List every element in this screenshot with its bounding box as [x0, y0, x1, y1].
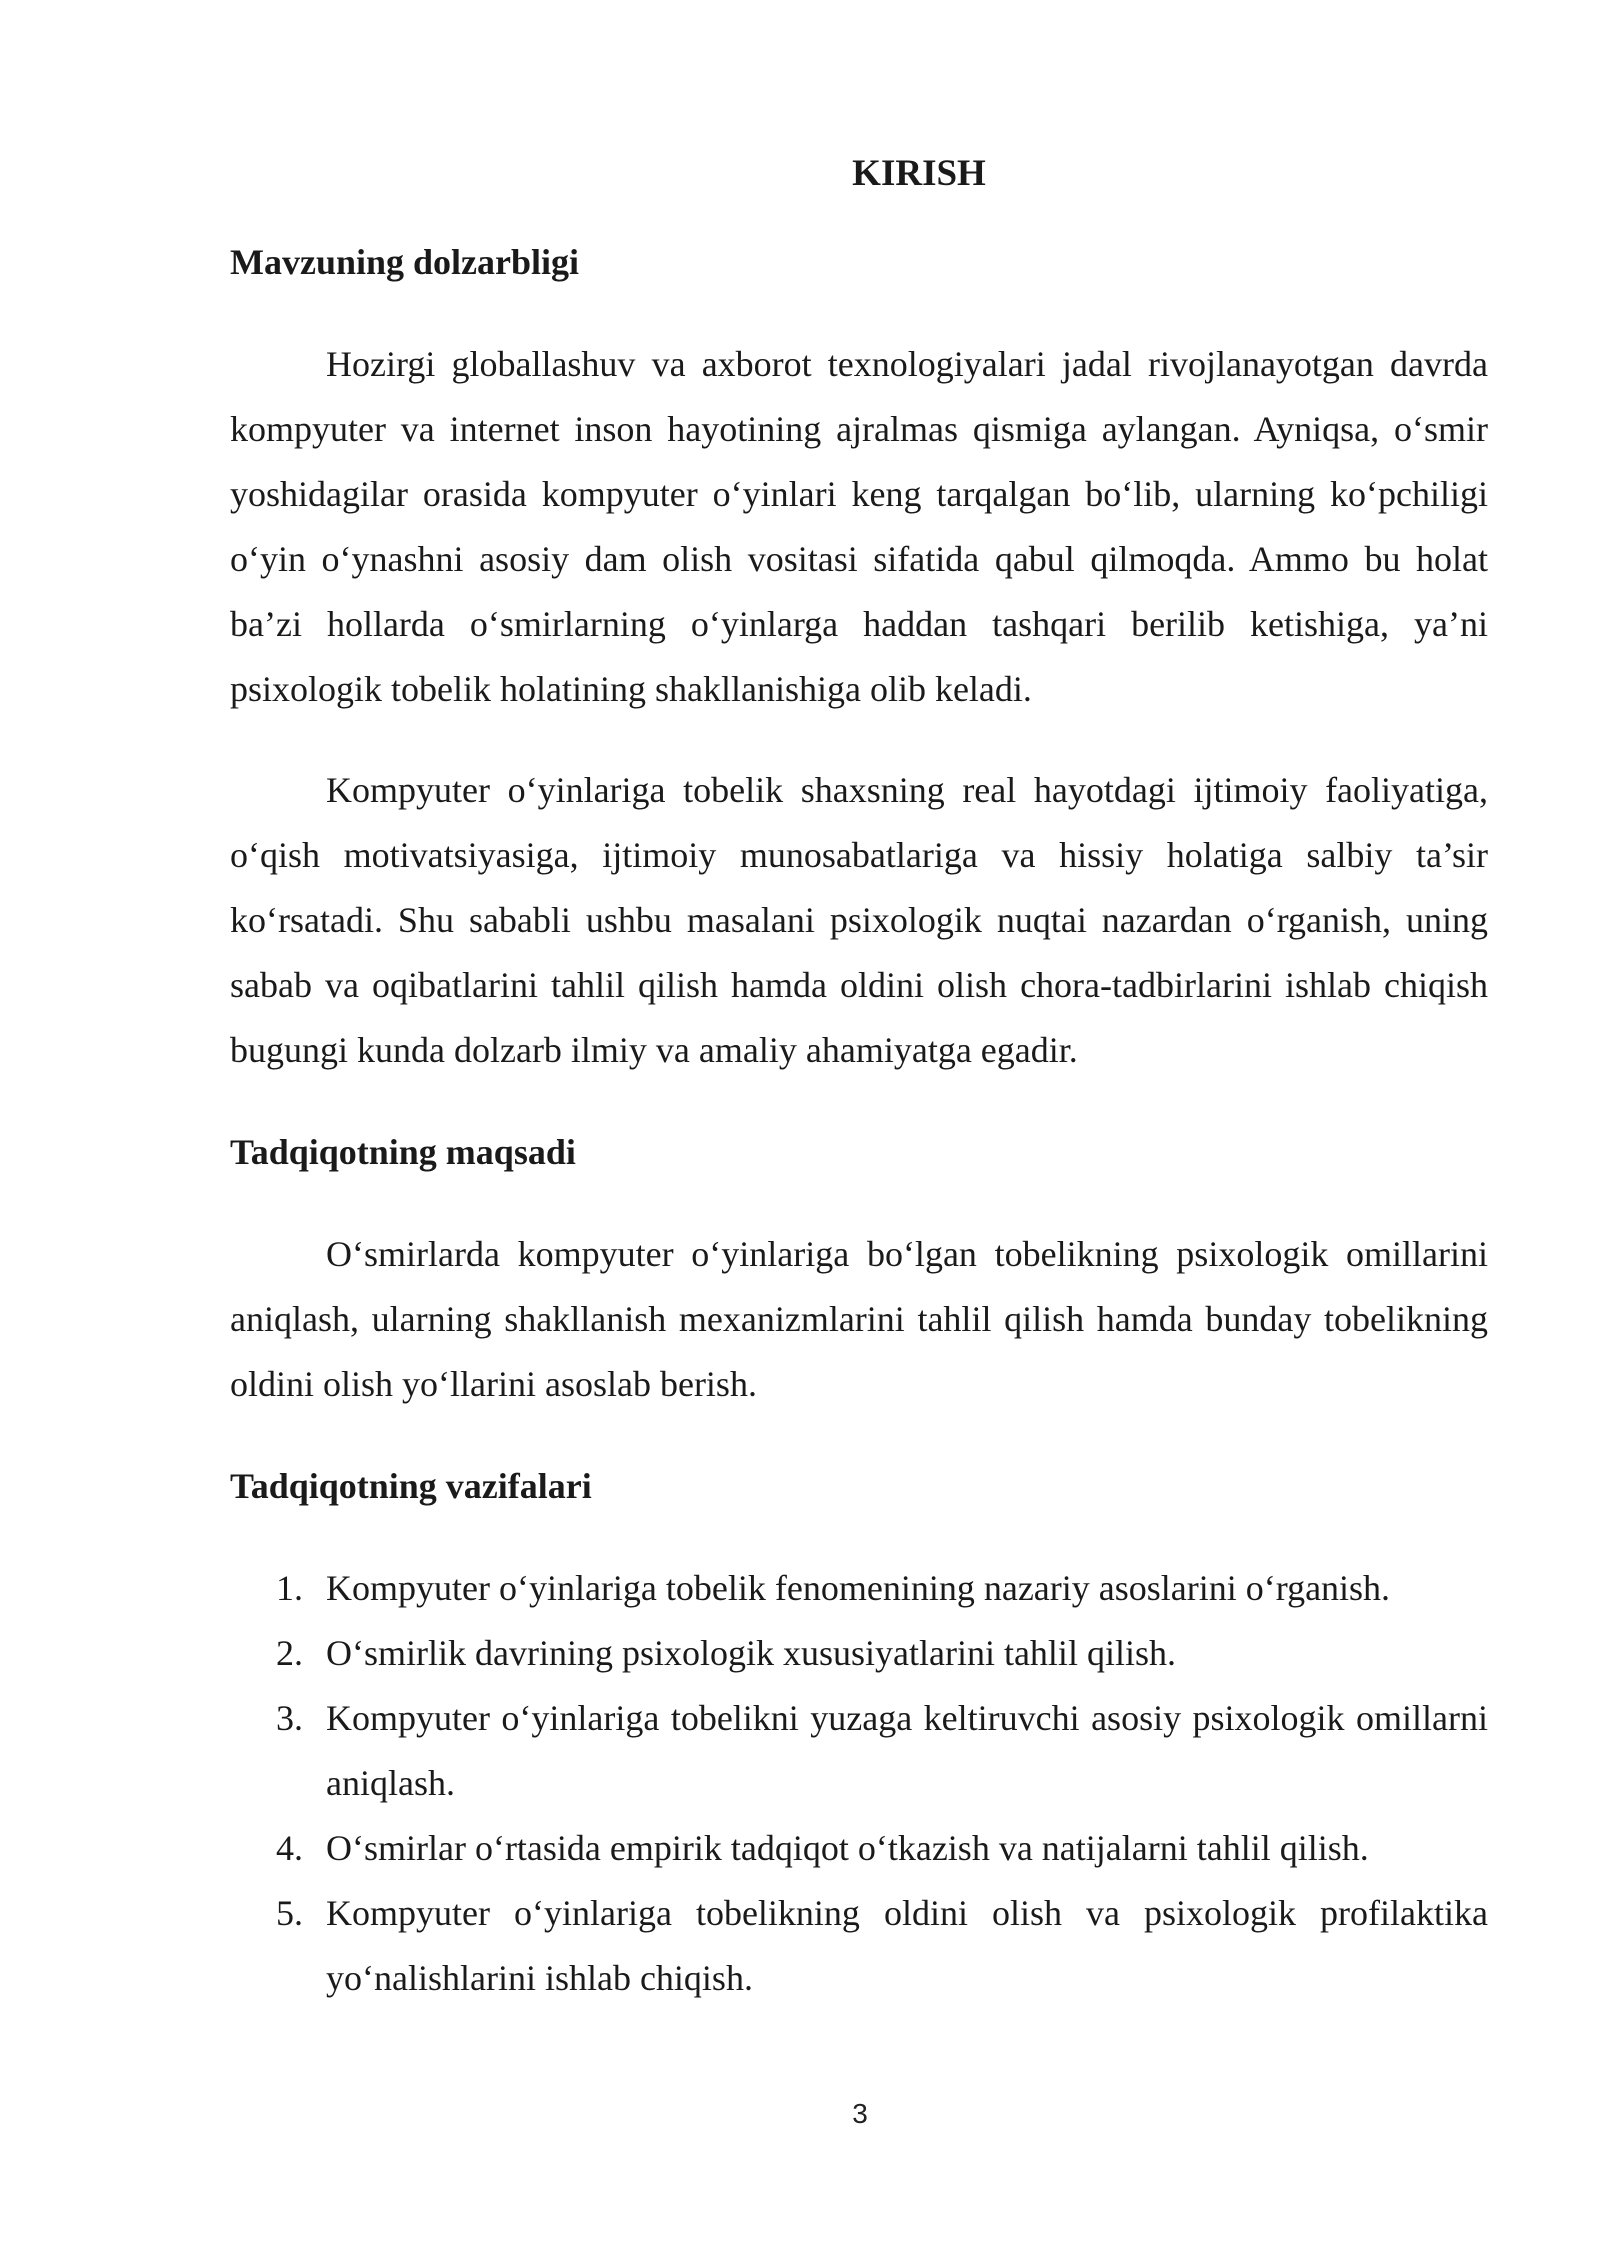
list-item	[230, 1881, 1488, 2011]
list-item-number: 5.	[276, 1893, 303, 1933]
list-item-text: Kompyuter o‘yinlariga tobelikning oldini olish va psixologik profilaktika yo‘nalishlarini ishlab chiqish.	[326, 1893, 1488, 1998]
page-number: 3	[852, 2098, 868, 2129]
section-heading-relevance: Mavzuning dolzarbligi	[230, 242, 580, 282]
list-item-number: 2.	[276, 1633, 303, 1673]
list-item	[230, 1556, 1488, 1621]
list-item-number: 3.	[276, 1698, 303, 1738]
list-item	[230, 1621, 1488, 1686]
section-heading-goal: Tadqiqotning maqsadi	[230, 1132, 576, 1172]
list-item	[230, 1816, 1488, 1881]
paragraph-goal: O‘smirlarda kompyuter o‘yinlariga bo‘lgan tobelikning psixologik omillarini aniqlash, ularning shakllanish mexanizmlarini tahlil qilish hamda bunday tobelikning oldini olish yo‘llarini asoslab berish.	[230, 1234, 1488, 1404]
list-item-text: O‘smirlar o‘rtasida empirik tadqiqot o‘tkazish va natijalarni tahlil qilish.	[326, 1828, 1369, 1868]
list-item-text: Kompyuter o‘yinlariga tobelik fenomenining nazariy asoslarini o‘rganish.	[326, 1568, 1391, 1608]
list-item-number: 1.	[276, 1568, 303, 1608]
list-item-text: O‘smirlik davrining psixologik xususiyatlarini tahlil qilish.	[326, 1633, 1176, 1673]
paragraph-relevance-2: Kompyuter o‘yinlariga tobelik shaxsning real hayotdagi ijtimoiy faoliyatiga, o‘qish motivatsiyasiga, ijtimoiy munosabatlariga va hissiy holatiga salbiy ta’sir ko‘rsatadi. Shu sababli ushbu masalani psixologik nuqtai nazardan o‘rganish, uning sabab va oqibatlarini tahlil qilish hamda oldini olish chora-tadbirlarini ishlab chiqish bugungi kunda dolzarb ilmiy va amaliy ahamiyatga egadir.	[230, 770, 1488, 1070]
paragraph-relevance-1: Hozirgi globallashuv va axborot texnologiyalari jadal rivojlanayotgan davrda kompyuter va internet inson hayotining ajralmas qismiga aylangan. Ayniqsa, o‘smir yoshidagilar orasida kompyuter o‘yinlari keng tarqalgan bo‘lib, ularning ko‘pchiligi o‘yin o‘ynashni asosiy dam olish vositasi sifatida qabul qilmoqda. Ammo bu holat ba’zi hollarda o‘smirlarning o‘yinlarga haddan tashqari berilib ketishiga, ya’ni psixologik tobelik holatining shakllanishiga olib keladi.	[230, 344, 1488, 709]
list-item-number: 4.	[276, 1828, 303, 1868]
section-heading-tasks: Tadqiqotning vazifalari	[230, 1466, 592, 1506]
tasks-list	[230, 1556, 1488, 2011]
document-title: KIRISH	[852, 153, 986, 194]
list-item	[230, 1686, 1488, 1816]
list-item-text: Kompyuter o‘yinlariga tobelikni yuzaga keltiruvchi asosiy psixologik omillarni aniqlash.	[326, 1698, 1488, 1803]
